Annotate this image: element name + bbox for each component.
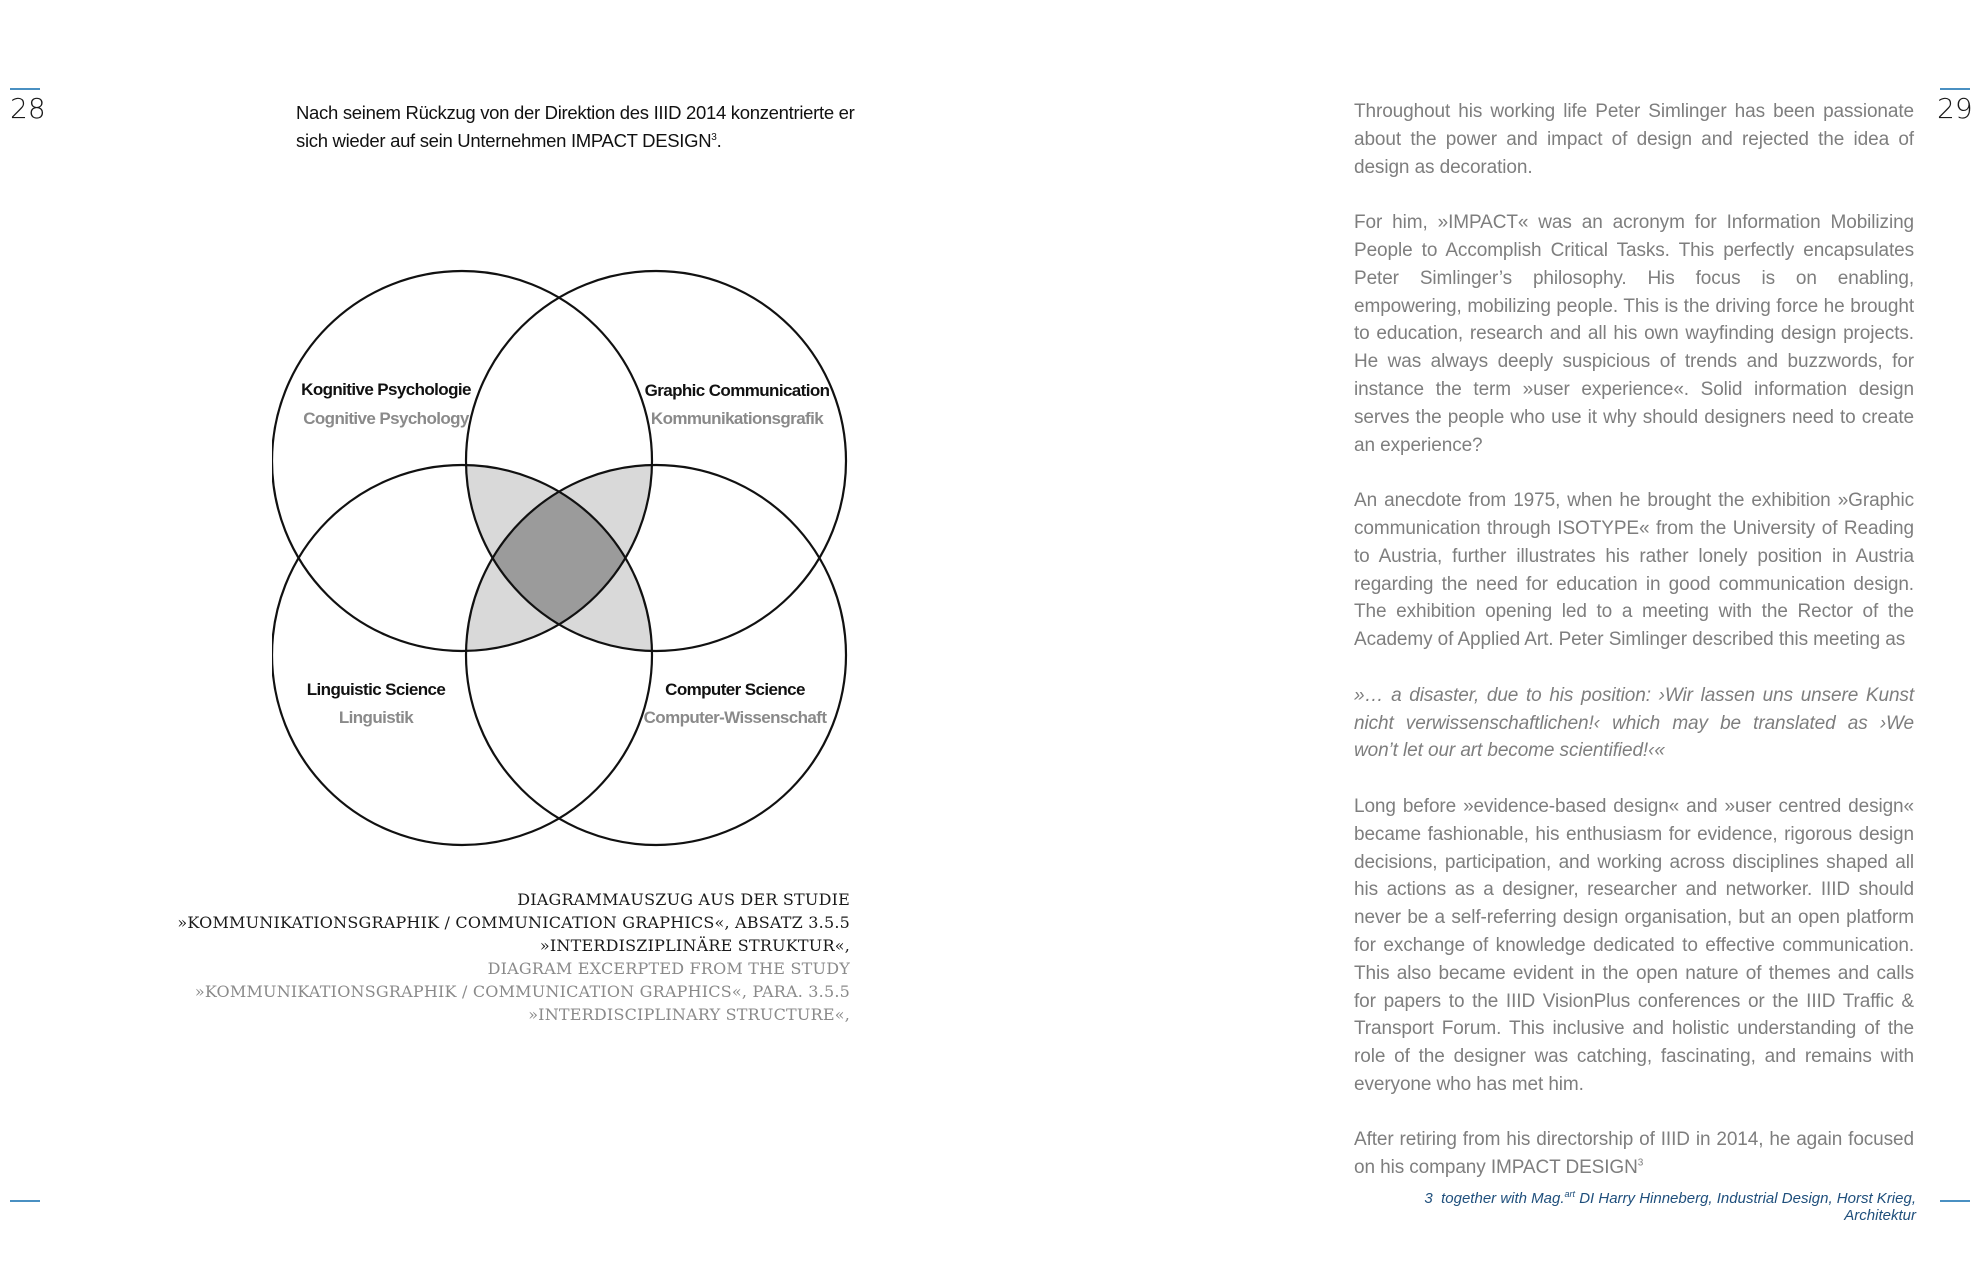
bottom-left-rule — [10, 1200, 40, 1202]
label-computer-science: Computer Science — [665, 680, 805, 699]
caption-en-line-3: »INTERDISCIPLINARY STRUCTURE«, — [528, 1005, 850, 1024]
sublabel-kommunikationsgrafik: Kommunikationsgrafik — [650, 409, 824, 428]
caption-de-line-1: DIAGRAMMAUSZUG AUS DER STUDIE — [517, 890, 850, 909]
bottom-right-rule — [1940, 1200, 1970, 1202]
footnote: 3 together with Mag.$^{art}$ DI Harry Hinneberg, Industrial Design, Horst Krieg, Architektur — [1424, 1189, 1916, 1224]
sublabel-computer-wissenschaft: Computer-Wissenschaft — [643, 708, 827, 727]
footnote-marker: 3 — [1637, 1157, 1644, 1169]
english-body-text — [1354, 98, 1914, 1210]
paragraph-passion: Throughout his working life Peter Simlinger has been passionate about the power and impact of design and rejected the idea of design as decoration. — [1354, 101, 1914, 178]
paragraph-evidence: Long before »evidence-based design« and »user centred design« became fashionable, his enthusiasm for evidence, rigorous design decisions, participation, and working across disciplines shaped all his actions as a designer, researcher and networker. IIID should never be a self-referring design organisation, but an open platform for exchange of knowledge dedicated to effective communication. This also became evident in the open nature of themes and calls for papers to the IIID VisionPlus conferences or the IIID Traffic & Transport Forum. This inclusive and holistic understanding of the role of the designer was catching, fascinating, and remains with everyone who has met him. — [1354, 795, 1914, 1095]
footnote-marker: 3 — [711, 131, 717, 143]
paragraph-anecdote: An anecdote from 1975, when he brought the exhibition »Graphic communication through ISOTYPE« from the University of Reading to Austria, further illustrates his rather lonely position in Austria regarding the need for education in good communication design. The exhibition opening led to a meeting with the Rector of the Academy of Applied Art. Peter Simlinger described this meeting as — [1354, 490, 1914, 651]
venn-diagram — [272, 268, 850, 848]
label-graphic-communication: Graphic Communication — [644, 381, 830, 400]
paragraph-impact-acronym: For him, »IMPACT« was an acronym for Information Mobilizing People to Accomplish Critical Tasks. This perfectly encapsulates Peter Simlinger’s philosophy. His focus is on enabling, empowering, mobilizing people. This is the driving force he brought to education, research and all his own wayfinding design projects. He was always deeply suspicious of trends and buzzwords, for instance the term »user experience«. Solid information design serves the people who use it why should designers need to create an experience? — [1354, 212, 1914, 456]
diagram-caption — [150, 888, 850, 1026]
caption-de-line-2: »KOMMUNIKATIONSGRAPHIK / COMMUNICATION GRAPHICS«, ABSATZ 3.5.5 — [177, 913, 850, 932]
page-number-left: 28 — [10, 92, 46, 125]
caption-de-line-3: »INTERDISZIPLINÄRE STRUKTUR«, — [539, 936, 850, 955]
label-linguistic-science: Linguistic Science — [306, 680, 446, 699]
quad-overlap — [466, 465, 846, 845]
paragraph-quote: »… a disaster, due to his position: ›Wir lassen uns unsere Kunst nicht verwissenschaftlichen!‹ which may be translated as ›We won’t let our art become scientified!‹« — [1354, 684, 1914, 762]
caption-en-line-1: DIAGRAM EXCERPTED FROM THE STUDY — [487, 959, 850, 978]
paragraph-retirement: After retiring from his directorship of IIID in 2014, he again focused on his company IMPACT DESIGN$^3$ — [1354, 1129, 1914, 1179]
sublabel-cognitive-psychology: Cognitive Psychology — [303, 409, 469, 428]
top-right-rule — [1940, 88, 1970, 90]
sublabel-linguistik: Linguistik — [338, 708, 414, 727]
top-left-rule — [10, 88, 40, 90]
label-kognitive-psychologie: Kognitive Psychologie — [301, 380, 471, 399]
caption-en-line-2: »KOMMUNIKATIONSGRAPHIK / COMMUNICATION GRAPHICS«, PARA. 3.5.5 — [194, 982, 850, 1001]
german-intro-text: Nach seinem Rückzug von der Direktion des IIID 2014 konzentrierte er sich wieder auf sein Unternehmen IMPACT DESIGN$^3$. — [296, 102, 855, 151]
page-number-right: 29 — [1937, 92, 1973, 125]
